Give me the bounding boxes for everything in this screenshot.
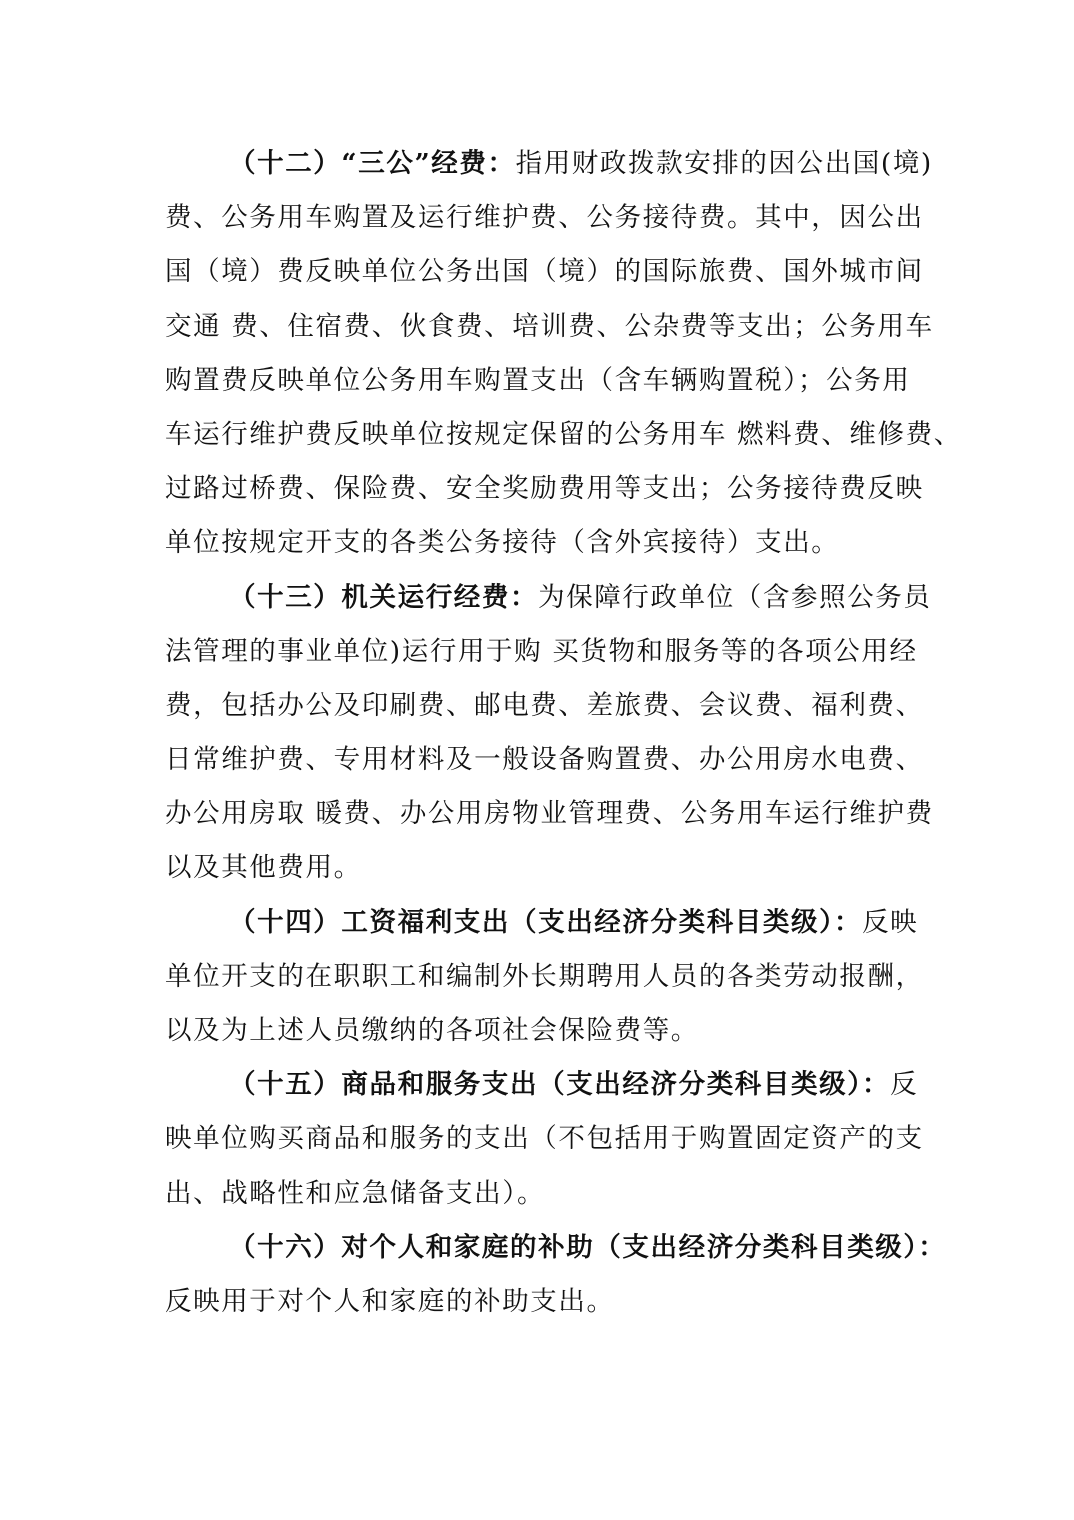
- paragraph-line: 购置费反映单位公务用车购置支出（含车辆购置税）；公务用: [165, 364, 911, 396]
- paragraph-text: 反: [890, 1069, 919, 1101]
- paragraph-line: [165, 896, 965, 950]
- section-heading: （十五）商品和服务支出（支出经济分类科目类级）：: [229, 1069, 891, 1101]
- paragraph-line: 出、战略性和应急储备支出）。: [165, 1177, 546, 1209]
- paragraph-line: 办公用房取 暖费、办公用房物业管理费、公务用车运行维护费: [165, 798, 934, 830]
- paragraph-line: [165, 137, 965, 191]
- paragraph-line: 日常维护费、专用材料及一般设备购置费、办公用房水电费、: [165, 744, 924, 776]
- paragraph-line: 映单位购买商品和服务的支出（不包括用于购置固定资产的支: [165, 1123, 924, 1155]
- paragraph-line: 费、公务用车购置及运行维护费、公务接待费。其中，因公出: [165, 202, 924, 234]
- paragraph-line: 以及为上述人员缴纳的各项社会保险费等。: [165, 1015, 699, 1046]
- section-14: [165, 896, 965, 1059]
- paragraph-line: 单位按规定开支的各类公务接待（含外宾接待）支出。: [165, 527, 840, 559]
- section-heading: （十二）“三公”经费：: [229, 148, 516, 179]
- paragraph-line: 反映用于对个人和家庭的补助支出。: [165, 1285, 615, 1317]
- section-15: [165, 1058, 965, 1221]
- section-heading: （十三）机关运行经费：: [229, 581, 539, 613]
- paragraph-text: 反映: [862, 906, 919, 938]
- paragraph-line: 过路过桥费、保险费、安全奖励费用等支出；公务接待费反映: [165, 473, 924, 505]
- section-13: [165, 571, 965, 896]
- section-heading: （十六）对个人和家庭的补助（支出经济分类科目类级）：: [229, 1231, 947, 1263]
- paragraph-line: 法管理的事业单位)运行用于购 买货物和服务等的各项公用经: [165, 635, 918, 667]
- paragraph-text: 为保障行政单位（含参照公务员: [538, 581, 932, 613]
- paragraph-line: 费，包括办公及印刷费、邮电费、差旅费、会议费、福利费、: [165, 689, 924, 721]
- paragraph-line: 单位开支的在职职工和编制外长期聘用人员的各类劳动报酬，: [165, 960, 924, 992]
- paragraph-line: [165, 571, 965, 625]
- paragraph-text: 指用财政拨款安排的因公出国(境): [515, 148, 933, 179]
- paragraph-line: [165, 1221, 965, 1275]
- section-12: [165, 137, 965, 571]
- paragraph-line: 国（境）费反映单位公务出国（境）的国际旅费、国外城市间: [165, 256, 924, 288]
- paragraph-line: 车运行维护费反映单位按规定保留的公务用车 燃料费、维修费、: [165, 418, 962, 450]
- paragraph-line: [165, 1058, 965, 1112]
- paragraph-line: 以及其他费用。: [165, 852, 362, 884]
- section-16: [165, 1221, 965, 1329]
- section-heading: （十四）工资福利支出（支出经济分类科目类级）：: [229, 906, 863, 938]
- paragraph-line: 交通 费、住宿费、伙食费、培训费、公杂费等支出；公务用车: [165, 310, 934, 342]
- document-page: [165, 137, 965, 1329]
